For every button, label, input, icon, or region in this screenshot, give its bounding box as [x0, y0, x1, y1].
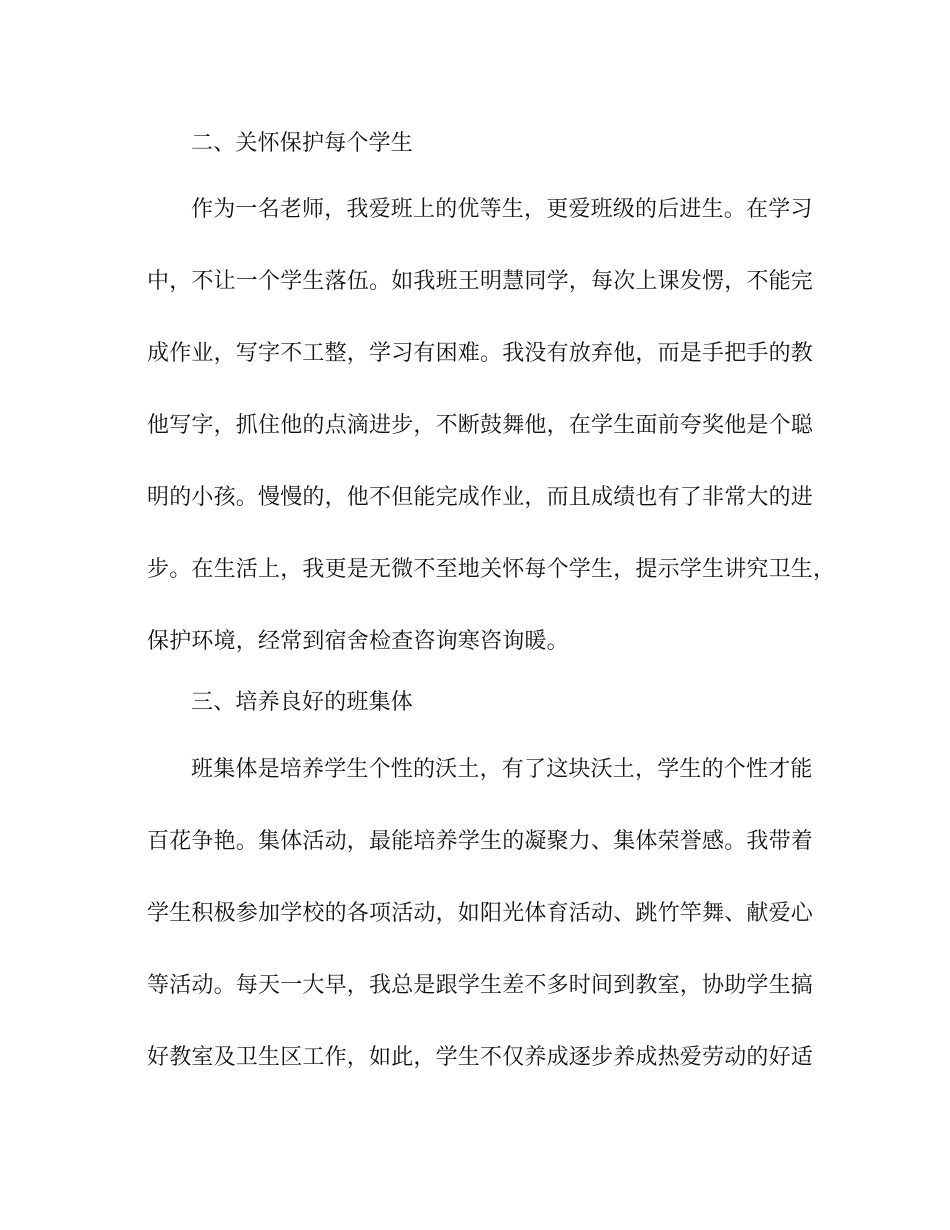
paragraph-line: 中，不让一个学生落伍。如我班王明慧同学，每次上课发愣，不能完 — [147, 269, 814, 294]
paragraph-line: 学生积极参加学校的各项活动，如阳光体育活动、跳竹竿舞、献爱心 — [147, 901, 814, 926]
paragraph-line: 他写字，抓住他的点滴进步，不断鼓舞他，在学生面前夸奖他是个聪 — [147, 413, 814, 438]
section-heading-class-collective: 三、培养良好的班集体 — [191, 690, 414, 715]
section-heading-care: 二、关怀保护每个学生 — [191, 131, 414, 156]
paragraph-line: 作为一名老师，我爱班上的优等生，更爱班级的后进生。在学习 — [191, 197, 813, 222]
paragraph-line: 明的小孩。慢慢的，他不但能完成作业，而且成绩也有了非常大的进 — [147, 485, 814, 510]
paragraph-line: 步。在生活上，我更是无微不至地关怀每个学生，提示学生讲究卫生， — [147, 557, 836, 582]
paragraph-line: 百花争艳。集体活动，最能培养学生的凝聚力、集体荣誉感。我带着 — [147, 829, 814, 854]
paragraph-line: 好教室及卫生区工作，如此，学生不仅养成逐步养成热爱劳动的好适 — [147, 1045, 814, 1070]
paragraph-line: 成作业，写字不工整，学习有困难。我没有放弃他，而是手把手的教 — [147, 341, 814, 366]
paragraph-line: 等活动。每天一大早，我总是跟学生差不多时间到教室，协助学生搞 — [147, 973, 814, 998]
paragraph-line: 保护环境，经常到宿舍检查咨询寒咨询暖。 — [147, 629, 569, 654]
paragraph-line: 班集体是培养学生个性的沃土，有了这块沃土，学生的个性才能 — [191, 757, 813, 782]
